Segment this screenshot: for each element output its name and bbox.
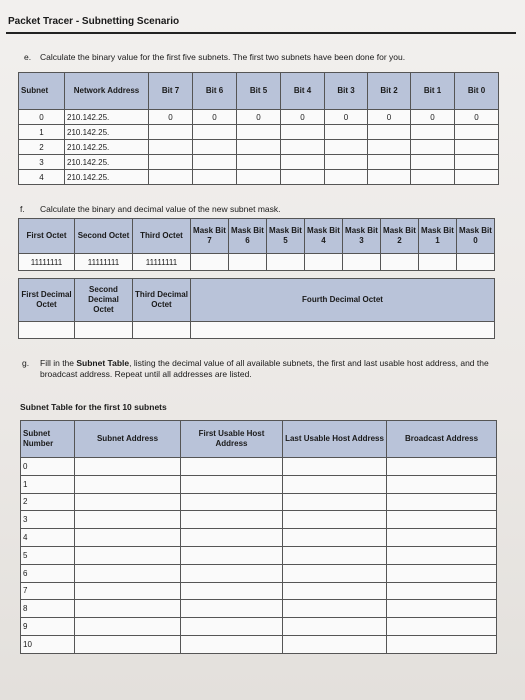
title-rule: [6, 32, 516, 34]
bit-cell: [193, 140, 237, 155]
mask-binary-cell: [267, 254, 305, 271]
blank-answer-cell: [387, 546, 497, 564]
subnet-index-cell: 4: [19, 170, 65, 185]
blank-answer-cell: [283, 511, 387, 529]
mask-binary-cell: 11111111: [133, 254, 191, 271]
mask-binary-cell: [343, 254, 381, 271]
blank-answer-cell: [387, 635, 497, 653]
subnet-index-cell: 1: [19, 125, 65, 140]
blank-answer-cell: [181, 600, 283, 618]
section-g-text-before: Fill in the: [40, 358, 77, 368]
blank-answer-cell: [75, 529, 181, 547]
section-g-text-after: , listing the decimal value of all available subnets, the first and last usable host address, and the broadcast address. Repeat until all addresses are listed.: [40, 358, 489, 379]
mask-decimal-table: [18, 278, 495, 339]
table-row: [19, 110, 499, 125]
bit-cell: [281, 140, 325, 155]
bit-cell: 0: [281, 110, 325, 125]
section-e-instruction: Calculate the binary value for the first five subnets. The first two subnets have been done for you.: [40, 52, 406, 62]
mask-decimal-header: Fourth Decimal Octet: [191, 279, 495, 322]
bit-cell: [325, 170, 368, 185]
mask-binary-cell: [419, 254, 457, 271]
blank-answer-cell: [75, 458, 181, 476]
mask-binary-cell: [305, 254, 343, 271]
bit-cell: 0: [411, 110, 455, 125]
bit-cell: [455, 125, 499, 140]
subnet-index-cell: 3: [19, 155, 65, 170]
table-row: [19, 155, 499, 170]
mask-binary-header: Mask Bit 4: [305, 219, 343, 254]
network-address-cell: 210.142.25.: [65, 140, 149, 155]
bit-cell: [149, 155, 193, 170]
bit-cell: [237, 155, 281, 170]
bit-cell: [281, 125, 325, 140]
bit-cell: [281, 170, 325, 185]
subnet-table-header: Subnet Address: [75, 421, 181, 458]
section-g-text-bold: Subnet Table: [76, 358, 130, 368]
bit-cell: [455, 170, 499, 185]
subnet-table-header: Broadcast Address: [387, 421, 497, 458]
blank-answer-cell: [387, 493, 497, 511]
bit-cell: [149, 125, 193, 140]
binary-table-header: Bit 2: [368, 73, 411, 110]
subnet-table-title: Subnet Table for the first 10 subnets: [20, 402, 167, 412]
subnet-table: [20, 420, 497, 654]
bit-cell: [455, 155, 499, 170]
bit-cell: 0: [149, 110, 193, 125]
blank-answer-cell: [75, 564, 181, 582]
table-row: [19, 322, 495, 339]
blank-answer-cell: [283, 458, 387, 476]
subnet-number-cell: 7: [21, 582, 75, 600]
bit-cell: [325, 155, 368, 170]
bit-cell: 0: [325, 110, 368, 125]
mask-decimal-cell: [191, 322, 495, 339]
mask-binary-cell: [229, 254, 267, 271]
binary-table-header: Subnet: [19, 73, 65, 110]
blank-answer-cell: [181, 564, 283, 582]
blank-answer-cell: [181, 618, 283, 636]
bit-cell: [325, 125, 368, 140]
mask-binary-header: Third Octet: [133, 219, 191, 254]
section-e-marker: e.: [24, 52, 32, 62]
section-g-marker: g.: [22, 358, 30, 368]
bit-cell: [368, 170, 411, 185]
binary-table-header: Bit 6: [193, 73, 237, 110]
blank-answer-cell: [283, 475, 387, 493]
table-row: [21, 635, 497, 653]
bit-cell: [325, 140, 368, 155]
blank-answer-cell: [283, 546, 387, 564]
blank-answer-cell: [387, 511, 497, 529]
table-row: [21, 511, 497, 529]
blank-answer-cell: [387, 618, 497, 636]
table-row: [21, 582, 497, 600]
bit-cell: [411, 155, 455, 170]
mask-binary-header: Mask Bit 7: [191, 219, 229, 254]
blank-answer-cell: [283, 635, 387, 653]
binary-table-header: Bit 3: [325, 73, 368, 110]
binary-table-header: Bit 0: [455, 73, 499, 110]
blank-answer-cell: [75, 511, 181, 529]
mask-decimal-cell: [75, 322, 133, 339]
network-address-cell: 210.142.25.: [65, 155, 149, 170]
bit-cell: [193, 170, 237, 185]
subnet-number-cell: 0: [21, 458, 75, 476]
blank-answer-cell: [181, 582, 283, 600]
subnet-number-cell: 3: [21, 511, 75, 529]
bit-cell: [149, 140, 193, 155]
bit-cell: [411, 140, 455, 155]
mask-decimal-header: Second Decimal Octet: [75, 279, 133, 322]
section-f-instruction: Calculate the binary and decimal value of the new subnet mask.: [40, 204, 281, 214]
bit-cell: [411, 125, 455, 140]
subnet-number-cell: 10: [21, 635, 75, 653]
subnet-table-header: First Usable Host Address: [181, 421, 283, 458]
table-row: [21, 546, 497, 564]
table-row: [19, 140, 499, 155]
subnet-number-cell: 1: [21, 475, 75, 493]
blank-answer-cell: [181, 546, 283, 564]
mask-binary-cell: 11111111: [75, 254, 133, 271]
blank-answer-cell: [75, 546, 181, 564]
binary-table-header: Bit 1: [411, 73, 455, 110]
subnet-table-header: Last Usable Host Address: [283, 421, 387, 458]
subnet-number-cell: 5: [21, 546, 75, 564]
mask-binary-header: First Octet: [19, 219, 75, 254]
subnet-index-cell: 0: [19, 110, 65, 125]
table-row: [21, 493, 497, 511]
network-address-cell: 210.142.25.: [65, 170, 149, 185]
mask-binary-header: Second Octet: [75, 219, 133, 254]
blank-answer-cell: [75, 493, 181, 511]
table-row: [19, 254, 495, 271]
bit-cell: [368, 155, 411, 170]
blank-answer-cell: [283, 618, 387, 636]
mask-binary-table: [18, 218, 495, 271]
blank-answer-cell: [181, 529, 283, 547]
bit-cell: [411, 170, 455, 185]
subnet-number-cell: 2: [21, 493, 75, 511]
blank-answer-cell: [181, 493, 283, 511]
table-row: [19, 170, 499, 185]
bit-cell: [237, 140, 281, 155]
bit-cell: [193, 155, 237, 170]
blank-answer-cell: [181, 475, 283, 493]
bit-cell: [368, 140, 411, 155]
bit-cell: [193, 125, 237, 140]
subnet-number-cell: 6: [21, 564, 75, 582]
section-g-instruction: [40, 358, 500, 380]
blank-answer-cell: [181, 635, 283, 653]
binary-table-header: Bit 5: [237, 73, 281, 110]
binary-table-header: Bit 4: [281, 73, 325, 110]
bit-cell: [237, 125, 281, 140]
blank-answer-cell: [283, 493, 387, 511]
blank-answer-cell: [387, 475, 497, 493]
subnet-number-cell: 4: [21, 529, 75, 547]
mask-decimal-cell: [133, 322, 191, 339]
bit-cell: [281, 155, 325, 170]
bit-cell: [368, 125, 411, 140]
blank-answer-cell: [387, 458, 497, 476]
bit-cell: 0: [368, 110, 411, 125]
blank-answer-cell: [75, 600, 181, 618]
mask-decimal-header: First Decimal Octet: [19, 279, 75, 322]
table-row: [19, 125, 499, 140]
bit-cell: [237, 170, 281, 185]
mask-decimal-cell: [19, 322, 75, 339]
blank-answer-cell: [181, 458, 283, 476]
binary-subnets-table: [18, 72, 499, 185]
blank-answer-cell: [387, 529, 497, 547]
network-address-cell: 210.142.25.: [65, 125, 149, 140]
blank-answer-cell: [387, 582, 497, 600]
bit-cell: 0: [237, 110, 281, 125]
table-row: [21, 564, 497, 582]
table-row: [21, 475, 497, 493]
binary-table-header: Bit 7: [149, 73, 193, 110]
bit-cell: 0: [193, 110, 237, 125]
blank-answer-cell: [75, 475, 181, 493]
document-title: Packet Tracer - Subnetting Scenario: [8, 16, 180, 27]
mask-binary-cell: [191, 254, 229, 271]
blank-answer-cell: [283, 600, 387, 618]
blank-answer-cell: [387, 564, 497, 582]
mask-binary-header: Mask Bit 1: [419, 219, 457, 254]
blank-answer-cell: [283, 564, 387, 582]
network-address-cell: 210.142.25.: [65, 110, 149, 125]
blank-answer-cell: [75, 635, 181, 653]
mask-binary-cell: [457, 254, 495, 271]
mask-binary-cell: [381, 254, 419, 271]
mask-binary-header: Mask Bit 5: [267, 219, 305, 254]
blank-answer-cell: [283, 529, 387, 547]
subnet-index-cell: 2: [19, 140, 65, 155]
mask-binary-header: Mask Bit 2: [381, 219, 419, 254]
mask-binary-cell: 11111111: [19, 254, 75, 271]
table-row: [21, 529, 497, 547]
blank-answer-cell: [283, 582, 387, 600]
table-row: [21, 618, 497, 636]
blank-answer-cell: [387, 600, 497, 618]
bit-cell: [455, 140, 499, 155]
bit-cell: 0: [455, 110, 499, 125]
subnet-table-header: Subnet Number: [21, 421, 75, 458]
section-f-marker: f.: [20, 204, 25, 214]
table-row: [21, 458, 497, 476]
blank-answer-cell: [75, 618, 181, 636]
subnet-number-cell: 8: [21, 600, 75, 618]
table-row: [21, 600, 497, 618]
blank-answer-cell: [181, 511, 283, 529]
mask-binary-header: Mask Bit 0: [457, 219, 495, 254]
binary-table-header: Network Address: [65, 73, 149, 110]
mask-binary-header: Mask Bit 6: [229, 219, 267, 254]
subnet-number-cell: 9: [21, 618, 75, 636]
mask-binary-header: Mask Bit 3: [343, 219, 381, 254]
bit-cell: [149, 170, 193, 185]
mask-decimal-header: Third Decimal Octet: [133, 279, 191, 322]
blank-answer-cell: [75, 582, 181, 600]
